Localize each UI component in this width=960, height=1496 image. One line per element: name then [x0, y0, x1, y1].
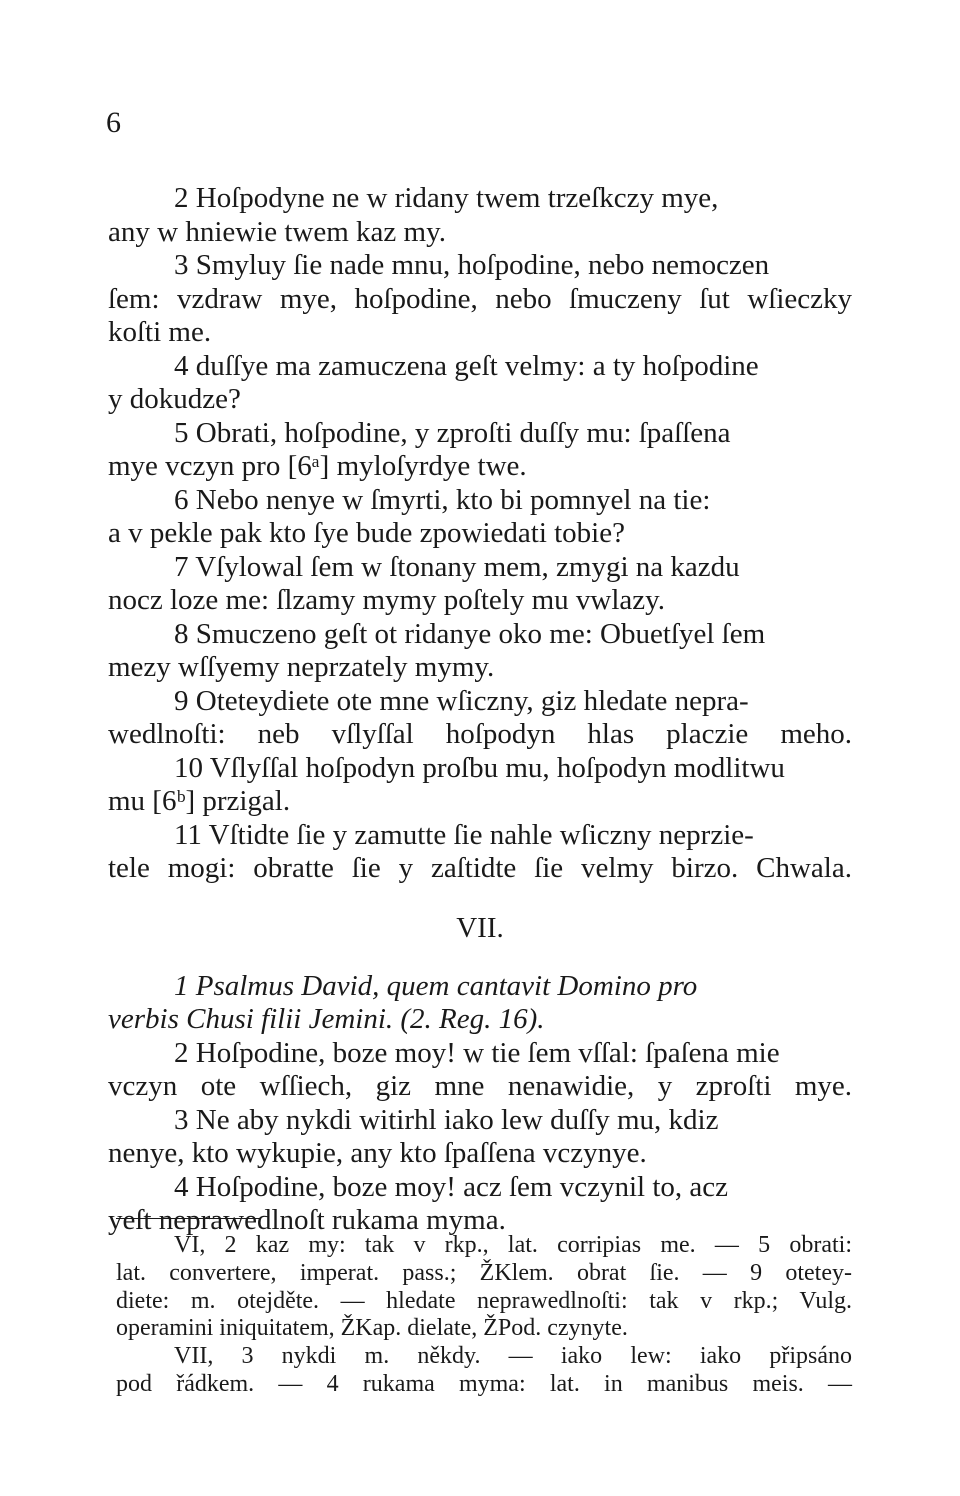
text-line: yeſt neprawedlnoſt rukama myma. — [108, 1204, 506, 1236]
text-line: y dokudze? — [108, 383, 241, 415]
text-line: mye vczyn pro [6ᵃ] myloſyrdye twe. — [108, 450, 527, 482]
text-line: any w hniewie twem kaz my. — [108, 215, 446, 248]
text-line: 10 Vſlyſſal hoſpodyn proſbu mu, hoſpodyn modlitwu — [174, 751, 785, 784]
section-heading: VII. — [456, 911, 504, 944]
psalm-title: verbis Chusi filii Jemini. (2. Reg. 16). — [108, 1003, 545, 1035]
text-line: nenye, kto wykupie, any kto ſpaſſena vczynye. — [108, 1137, 647, 1169]
text-line: 9 Oteteydiete ote mne wſiczny, giz hledate nepra- — [174, 684, 749, 717]
spacer — [108, 948, 852, 970]
page-number: 6 — [106, 106, 121, 139]
text-line: vczyn ote wſſiech, giz mne nenawidie, y zproſti mye. — [108, 1070, 852, 1102]
text-line: 6 Nebo nenye w ſmyrti, kto bi pomnyel na tie: — [174, 483, 711, 516]
text-line: 3 Smyluy ſie nade mnu, hoſpodine, nebo nemoczen — [174, 249, 770, 281]
text-line: 7 Vſylowal ſem w ſtonany mem, zmygi na kazdu — [174, 550, 740, 583]
footnote-line: diete: m. otejděte. — hledate neprawedlnoſti: tak v rkp.; Vulg. — [116, 1287, 852, 1314]
spacer — [108, 886, 852, 908]
footnote-line: VII, 3 nykdi m. někdy. — iako lew: iako připsáno — [174, 1343, 852, 1370]
footnote-line: operamini iniquitatem, ŽKap. dielate, ŽPod. czynyte. — [116, 1315, 628, 1342]
psalm-title: 1 Psalmus David, quem cantavit Domino pro — [174, 969, 698, 1002]
text-line: ſem: vzdraw mye, hoſpodine, nebo ſmuczeny ſut wſieczky — [108, 282, 852, 315]
text-line: 2 Hoſpodyne ne w ridany twem trzeſkczy mye, — [174, 182, 719, 214]
text-line: koſti me. — [108, 316, 212, 348]
text-line: a v pekle pak kto ſye bude zpowiedati tobie? — [108, 517, 625, 549]
footnote-divider — [116, 1218, 261, 1219]
text-line: 11 Vſtidte ſie y zamutte ſie nahle wſiczny neprzie- — [174, 818, 754, 851]
text-line: nocz loze me: ſlzamy mymy poſtely mu vwlazy. — [108, 584, 666, 616]
text-line: mezy wſſyemy neprzately mymy. — [108, 651, 495, 683]
text-line: 3 Ne aby nykdi witirhl iako lew duſſy mu, kdiz — [174, 1103, 719, 1136]
text-line: 5 Obrati, hoſpodine, y zproſti duſſy mu: ſpaſſena — [174, 416, 731, 449]
footnote-line: VI, 2 kaz my: tak v rkp., lat. corripias me. — 5 obrati: — [174, 1232, 852, 1258]
footnote-line: lat. convertere, imperat. pass.; ŽKlem. obrat ſie. — 9 otetey- — [116, 1259, 852, 1286]
text-line: 8 Smuczeno geſt ot ridanye oko me: Obuetſyel ſem — [174, 617, 766, 650]
text-line: 4 duſſye ma zamuczena geſt velmy: a ty hoſpodine — [174, 349, 759, 382]
text-line: 2 Hoſpodine, boze moy! w tie ſem vſſal: ſpaſena mie — [174, 1036, 780, 1069]
text-line: wedlnoſti: neb vſlyſſal hoſpodyn hlas placzie meho. — [108, 718, 852, 750]
text-line: tele mogi: obratte ſie y zaſtidte ſie velmy birzo. Chwala. — [108, 852, 852, 884]
footnote-line: pod řádkem. — 4 rukama myma: lat. in manibus meis. — — [116, 1370, 852, 1397]
footnotes — [116, 1232, 852, 1399]
text-line: mu [6ᵇ] przigal. — [108, 785, 291, 817]
main-text — [108, 182, 852, 1238]
text-line: 4 Hoſpodine, boze moy! acz ſem vczynil to, acz — [174, 1170, 729, 1203]
